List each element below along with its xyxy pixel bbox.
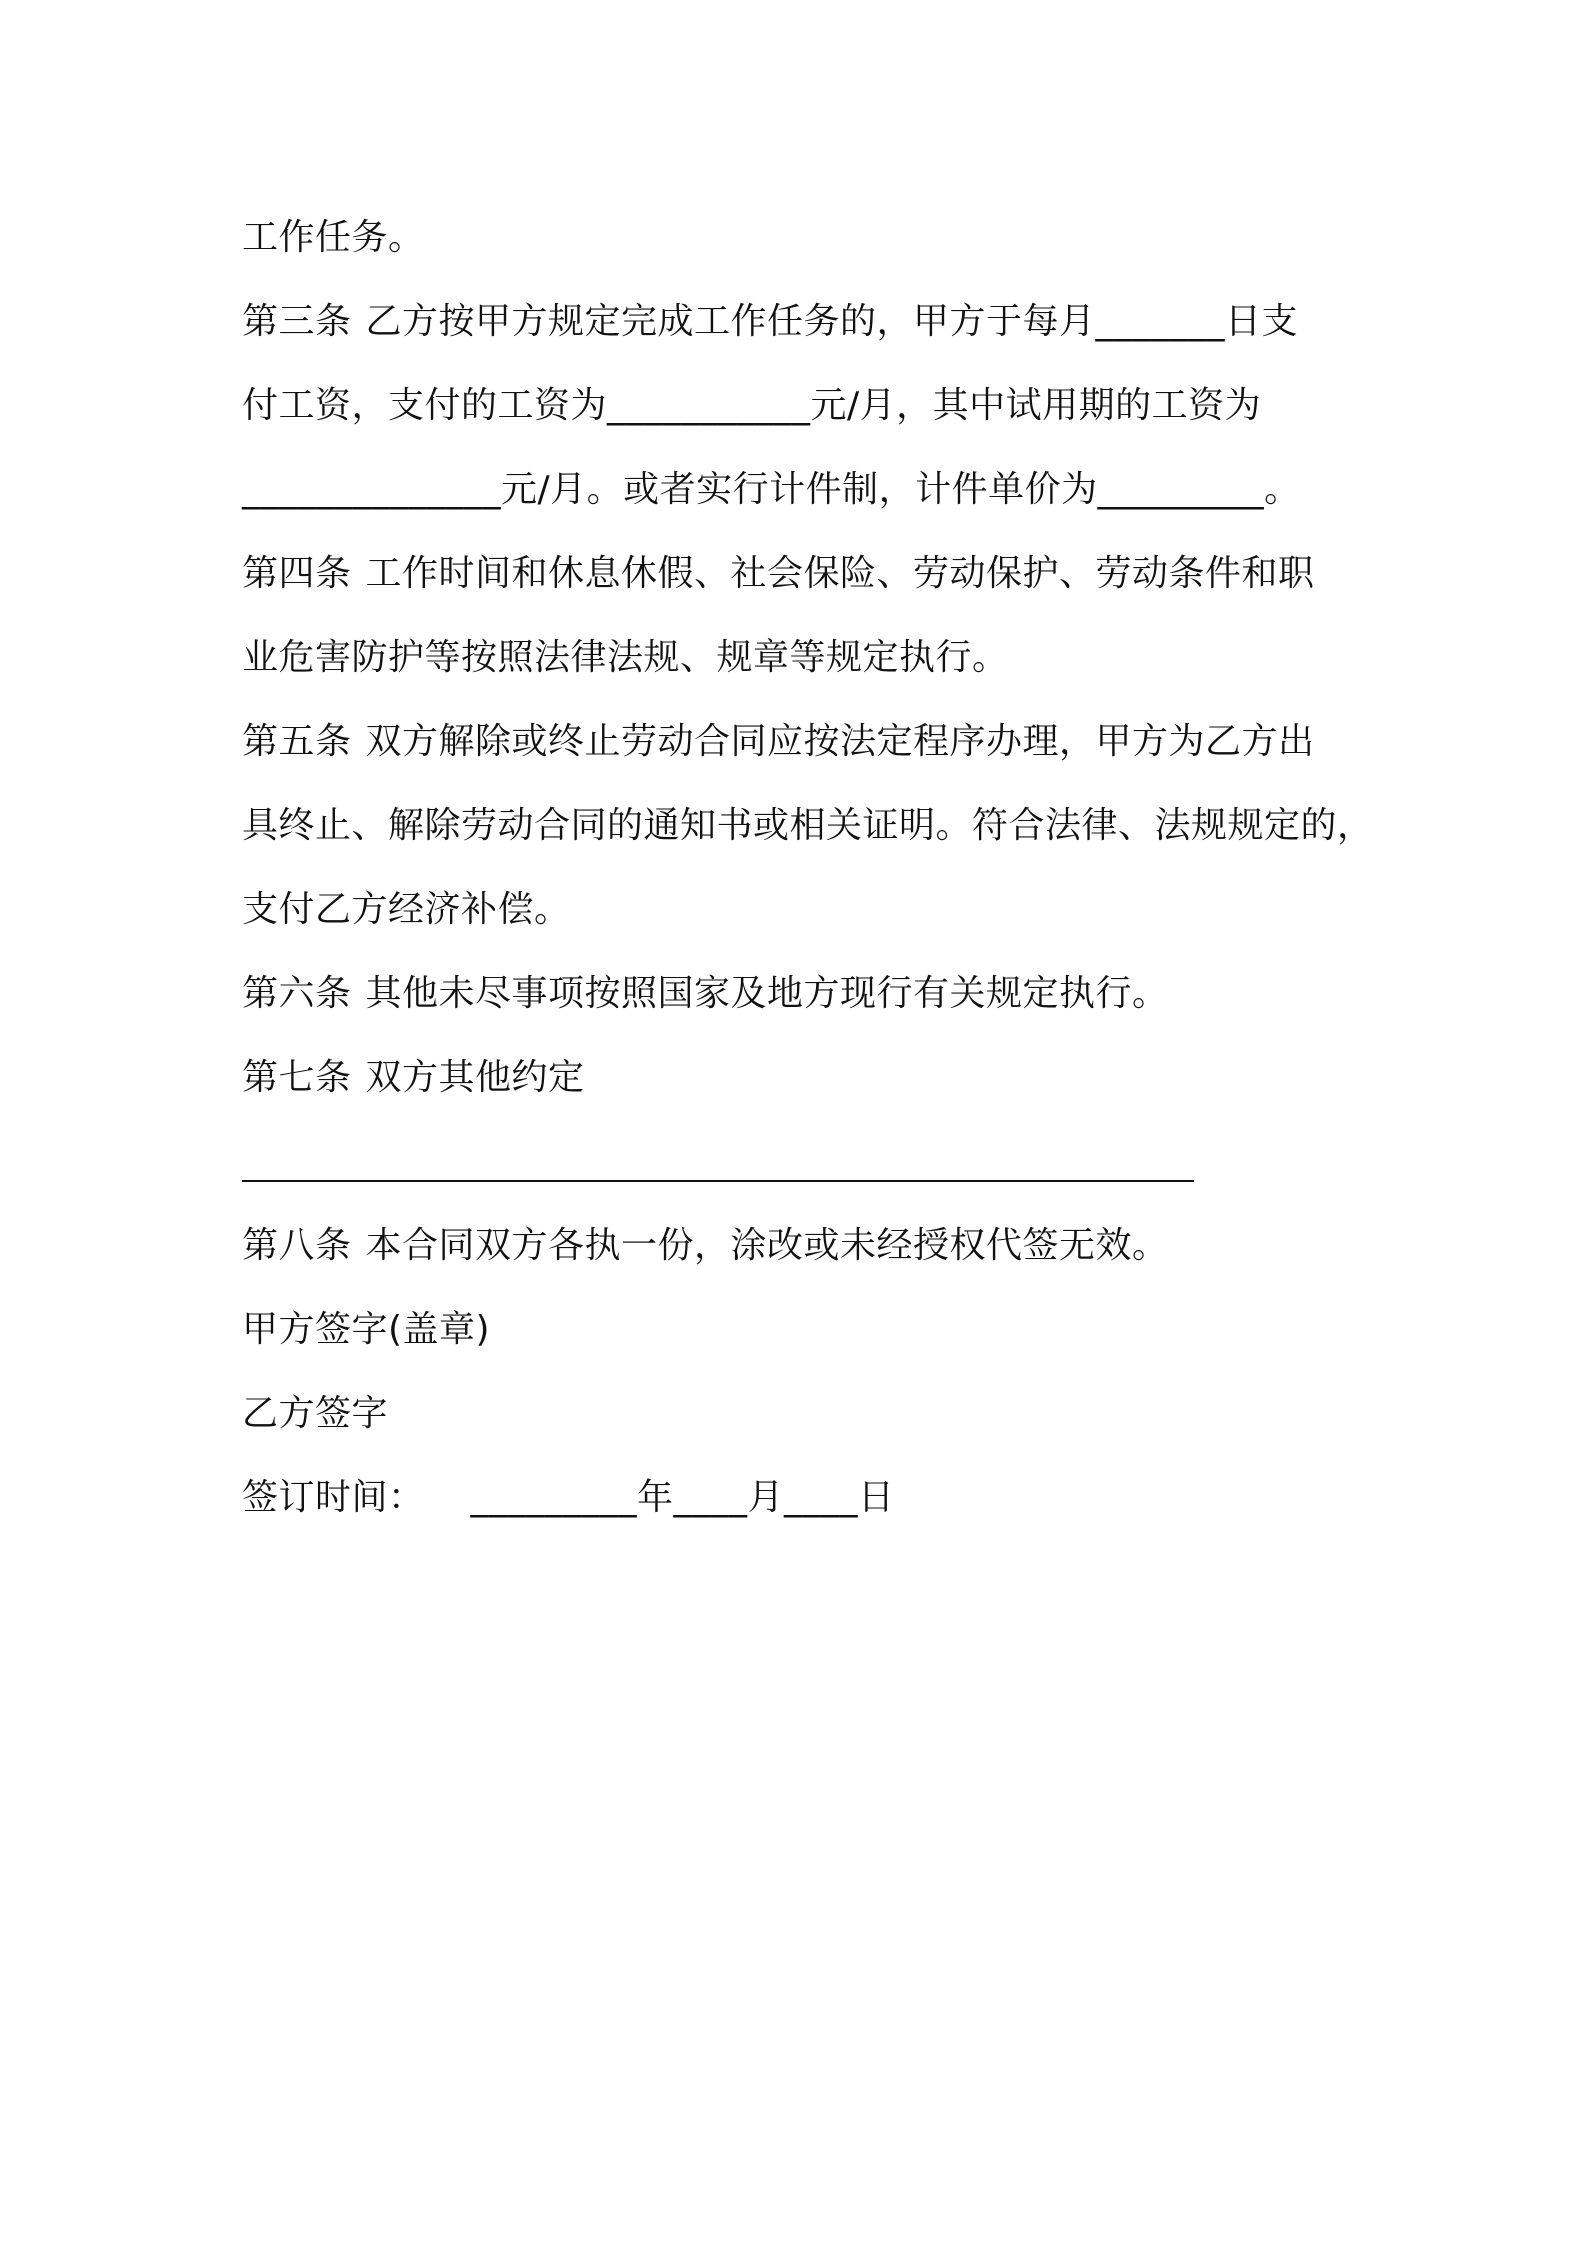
document-body (242, 196, 1392, 1540)
clause-5-text-2: 具终止、解除劳动合同的通知书或相关证明。符合法律、法规规定的， (242, 805, 1374, 846)
clause-3-line-1 (242, 280, 1392, 364)
clause-5-text: 双方解除或终止劳动合同应按法定程序办理，甲方为乙方出 (365, 721, 1315, 762)
clause-4-text: 工作时间和休息休假、社会保险、劳动保护、劳动条件和职 (365, 553, 1315, 594)
clause-7-line (242, 1036, 1392, 1120)
clause-4-text-2: 业危害防护等按照法律法规、规章等规定执行。 (242, 637, 1009, 678)
party-b-signature (242, 1372, 1392, 1456)
party-a-signature-label: 甲方签字(盖章) (242, 1309, 491, 1350)
signing-date-blanks: _________年____月____日 (470, 1477, 895, 1518)
clause-6-label: 第六条 (242, 973, 352, 1014)
clause-5-line-1 (242, 700, 1392, 784)
clause-8-text: 本合同双方各执一份，涂改或未经授权代签无效。 (365, 1225, 1169, 1266)
clause-5-line-2 (242, 784, 1392, 868)
clause-3-text-3: ______________元/月。或者实行计件制，计件单价为_________。 (242, 469, 1301, 510)
clause-5-label: 第五条 (242, 721, 352, 762)
signing-date-label: 签订时间： (242, 1477, 425, 1518)
clause-7-text: 双方其他约定 (365, 1057, 585, 1098)
clause-5-line-3 (242, 868, 1392, 952)
clause-3-label: 第三条 (242, 301, 352, 342)
clause-3-text: 乙方按甲方规定完成工作任务的，甲方于每月_______日支 (365, 301, 1299, 342)
text-line (242, 196, 1392, 280)
clause-2-continuation: 工作任务。 (242, 217, 425, 258)
party-b-signature-label: 乙方签字 (242, 1393, 389, 1434)
clause-8-label: 第八条 (242, 1225, 352, 1266)
clause-5-text-3: 支付乙方经济补偿。 (242, 889, 571, 930)
clause-4-line-1 (242, 532, 1392, 616)
clause-7-label: 第七条 (242, 1057, 352, 1098)
blank-underline (242, 1180, 1194, 1182)
clause-3-line-2 (242, 364, 1392, 448)
clause-4-label: 第四条 (242, 553, 352, 594)
signing-date-line (242, 1456, 1392, 1540)
clause-6-line (242, 952, 1392, 1036)
party-a-signature (242, 1288, 1392, 1372)
blank-line-row (242, 1120, 1392, 1204)
clause-3-text-2: 付工资，支付的工资为___________元/月，其中试用期的工资为 (242, 385, 1262, 426)
clause-3-line-3 (242, 448, 1392, 532)
clause-4-line-2 (242, 616, 1392, 700)
clause-8-line (242, 1204, 1392, 1288)
clause-6-text: 其他未尽事项按照国家及地方现行有关规定执行。 (365, 973, 1169, 1014)
